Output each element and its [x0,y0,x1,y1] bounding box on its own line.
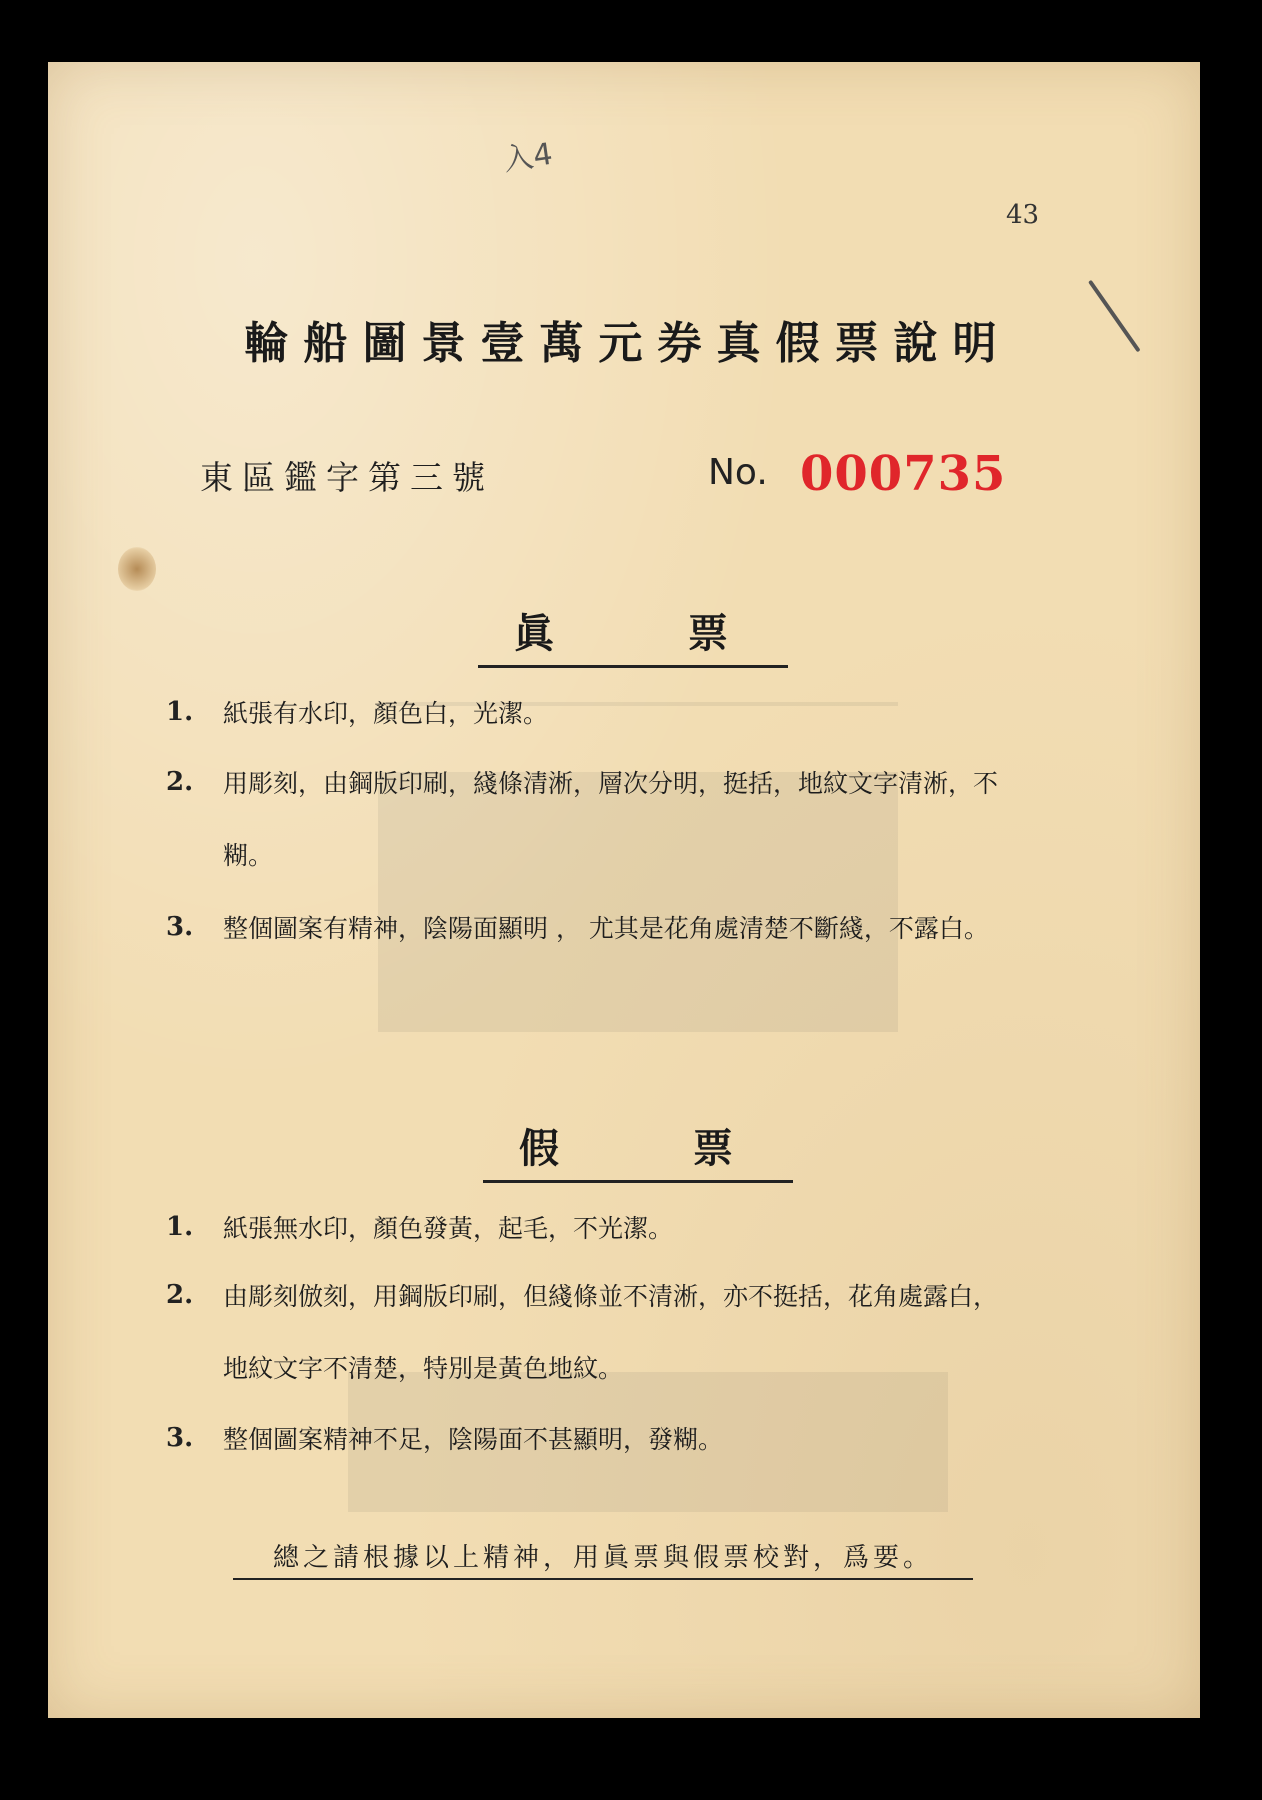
fake-item-1-text: 紙張無水印，顏色發黃，起毛，不光潔。 [223,1214,674,1243]
document-title: 輪船圖景壹萬元券真假票說明 [244,318,1012,369]
document-page [48,62,1200,1718]
genuine-item-1-number: 1. [166,697,194,727]
fake-item-2-text: 由彫刻倣刻，用鋼版印刷，但綫條並不清淅，亦不挺括，花角處露白，地紋文字不清楚，特別是黃色地紋。 [223,1282,999,1383]
paper-stain [118,547,156,591]
summary-note: 總之請根據以上精神，用眞票與假票校對，爲要。 [233,1537,973,1580]
reference-number: 東區鑑字第三號 [200,458,494,497]
genuine-item-3-text: 整個圖案有精神，陰陽面顯明 ， 尤其是花角處清楚不斷綫，不露白。 [223,914,989,943]
genuine-heading: 眞 票 [478,602,788,668]
pencil-mark: 入4 [501,136,555,179]
genuine-item-2-number: 2. [166,767,194,797]
pencil-stroke [1088,280,1141,353]
serial-number: 000735 [800,446,1007,502]
genuine-item-3-number: 3. [166,912,194,942]
fake-item-2-number: 2. [166,1280,194,1310]
page-number: 43 [1006,200,1040,230]
fake-heading: 假 票 [483,1117,793,1183]
genuine-item-1-text: 紙張有水印，顏色白，光潔。 [223,699,549,728]
fake-item-1-number: 1. [166,1212,194,1242]
number-prefix: No. [708,452,768,493]
genuine-item-2-text: 用彫刻，由鋼版印刷，綫條清淅，層次分明，挺括，地紋文字清淅，不糊。 [223,769,999,870]
fake-item-3-text: 整個圖案精神不足，陰陽面不甚顯明，發糊。 [223,1425,724,1454]
fake-item-3-number: 3. [166,1423,194,1453]
